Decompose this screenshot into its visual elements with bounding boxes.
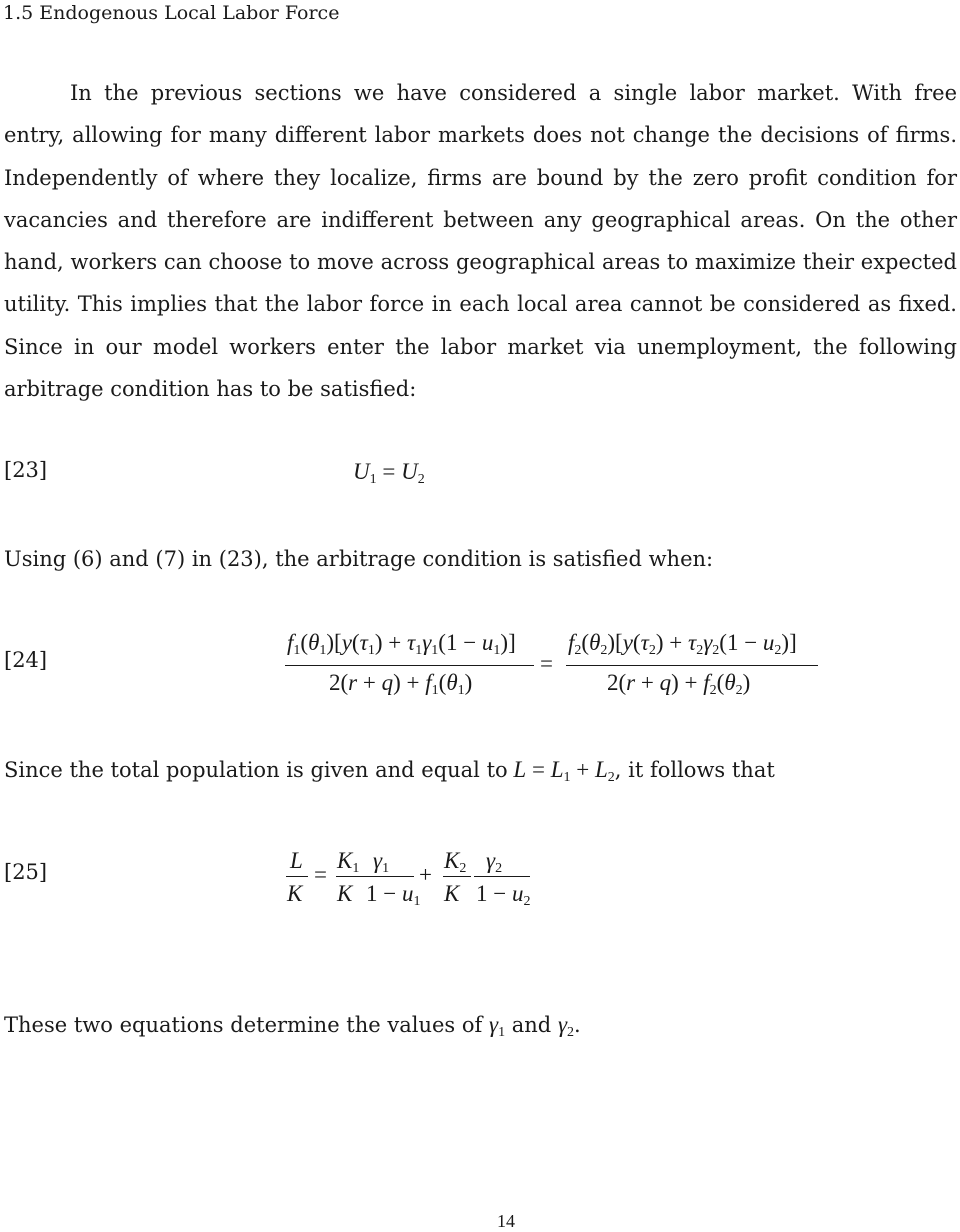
closing-text xyxy=(4,1012,581,1038)
equation-24-denominator-2: 2(r + q) + f2(θ2) xyxy=(607,670,751,698)
equation-24-numerator-2: f2(θ2)[y(τ2) + τ2γ2(1 − u2)] xyxy=(568,630,797,658)
paragraph-line: arbitrage condition has to be satisfied: xyxy=(4,377,417,402)
fraction-bar xyxy=(336,876,364,877)
frac-gamma2-denominator: 1 − u2 xyxy=(476,881,531,909)
equation-23: U1 = U2 xyxy=(353,459,425,487)
gamma2-symbol: γ2 xyxy=(557,1012,575,1040)
paragraph-line: vacancies and therefore are indifferent between any geographical areas. On the other xyxy=(4,207,957,232)
equation-label-25: [25] xyxy=(4,860,48,884)
since-text xyxy=(4,757,775,783)
paragraph-line: utility. This implies that the labor force in each local area cannot be considered as fixed. xyxy=(4,292,957,317)
frac-gamma2-numerator: γ2 xyxy=(486,848,503,876)
section-heading: 1.5 Endogenous Local Labor Force xyxy=(3,2,340,24)
frac-K1-denominator: K xyxy=(337,881,353,906)
closing-text-mid: and xyxy=(511,1013,552,1037)
population-equation: L = L1 + L2 xyxy=(513,757,615,785)
equation-label-23: [23] xyxy=(4,458,48,482)
fraction-bar xyxy=(566,665,818,666)
gamma1-symbol: γ1 xyxy=(488,1012,506,1040)
since-text-after: , it follows that xyxy=(614,758,775,782)
frac-L-denominator: K xyxy=(287,881,303,906)
fraction-bar xyxy=(364,876,414,877)
frac-K2-denominator: K xyxy=(444,881,460,906)
using-text: Using (6) and (7) in (23), the arbitrage condition is satisfied when: xyxy=(4,547,714,571)
since-text-before: Since the total population is given and equal to xyxy=(4,758,508,782)
page-number: 14 xyxy=(497,1211,515,1231)
paragraph-line: entry, allowing for many different labor markets does not change the decisions of firms. xyxy=(4,123,957,148)
equals-sign: = xyxy=(314,862,327,887)
closing-text-before: These two equations determine the values of xyxy=(4,1013,483,1037)
paragraph-line: hand, workers can choose to move across geographical areas to maximize their expected xyxy=(4,250,957,275)
paragraph-line: Independently of where they localize, firms are bound by the zero profit condition for xyxy=(4,165,957,190)
fraction-bar xyxy=(285,665,534,666)
equals-sign: = xyxy=(540,651,553,676)
fraction-bar xyxy=(286,876,308,877)
paragraph-line: In the previous sections we have considered a single labor market. With free xyxy=(70,81,957,105)
plus-sign: + xyxy=(419,862,432,887)
frac-K1-numerator: K1 xyxy=(337,848,360,876)
equation-24-numerator-1: f1(θ1)[y(τ1) + τ1γ1(1 − u1)] xyxy=(287,630,516,658)
frac-gamma1-numerator: γ1 xyxy=(373,848,390,876)
paragraph-line: Since in our model workers enter the labor market via unemployment, the following xyxy=(4,334,957,359)
frac-K2-numerator: K2 xyxy=(444,848,467,876)
equation-label-24: [24] xyxy=(4,648,48,672)
equation-24-denominator-1: 2(r + q) + f1(θ1) xyxy=(329,670,473,698)
frac-gamma1-denominator: 1 − u1 xyxy=(366,881,421,909)
frac-L-numerator: L xyxy=(290,848,303,873)
fraction-bar xyxy=(474,876,530,877)
closing-text-end: . xyxy=(574,1013,581,1037)
body-paragraph xyxy=(4,72,957,410)
fraction-bar xyxy=(443,876,471,877)
